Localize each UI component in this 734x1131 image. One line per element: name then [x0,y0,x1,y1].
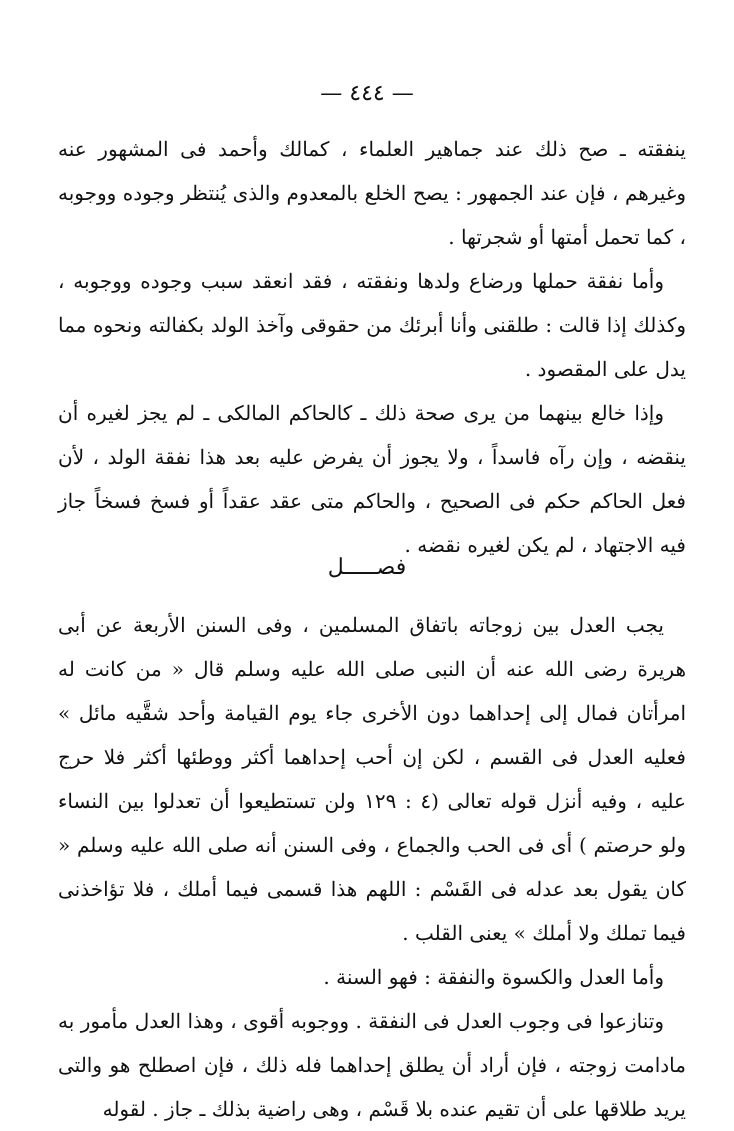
section-two-text [58,603,686,1131]
paragraph-hakim-ruling: وإذا خالع بينهما من يرى صحة ذلك ـ كالحاكم المالكى ـ لم يجز لغيره أن ينقضه ، وإن رآه فاسداً ، ولا يجوز أن يفرض عليه بعد هذا نفقة الولد ، لأن فعل الحاكم حكم فى الصحيح ، والحاكم متى عقد عقداً أو فسخ فسخاً جاز فيه الاجتهاد ، لم يكن لغيره نقضه . [58,401,686,557]
page-number: — ٤٤٤ — [320,81,414,106]
section-one-text [58,127,686,567]
section-heading: فصـــــل [327,555,407,580]
paragraph-kiswa-nafaqa: وأما العدل والكسوة والنفقة : فهو السنة . [323,965,664,989]
paragraph-khul-continuation: ينفقته ـ صح ذلك عند جماهير العلماء ، كمالك وأحمد فى المشهور عنه وغيرهم ، فإن عند الجمهور : يصح الخلع بالمعدوم والذى يُنتظر وجوده ووجوبه ، كما تحمل أمتها أو شجرتها . [58,137,686,249]
paragraph-nafaqa-haml: وأما نفقة حملها ورضاع ولدها ونفقته ، فقد انعقد سبب وجوده ووجوبه ، وكذلك إذا قالت : طلقنى وأنا أبرئك من حقوقى وآخذ الولد بكفالته ونحوه مما يدل على المقصود . [58,269,686,381]
paragraph-wujub-adl-nafaqa: وتنازعوا فى وجوب العدل فى النفقة . ووجوبه أقوى ، وهذا العدل مأمور به مادامت زوجته ، فإن أراد أن يطلق إحداهما فله ذلك ، فإن اصطلح هو والتى يريد طلاقها على أن تقيم عنده بلا قَسْم ، وهى راضية بذلك ـ جاز . لقوله [58,1009,686,1121]
paragraph-adl-bayna-zawjat: يجب العدل بين زوجاته باتفاق المسلمين ، وفى السنن الأربعة عن أبى هريرة رضى الله عنه أن النبى صلى الله عليه وسلم قال « من كانت له امرأتان فمال إلى إحداهما دون الأخرى جاء يوم القيامة وأحد شقَّيه مائل » فعليه العدل فى القسم ، لكن إن أحب إحداهما أكثر ووطئها أكثر فلا حرج عليه ، وفيه أنزل قوله تعالى (٤ : ١٢٩ ولن تستطيعوا أن تعدلوا بين النساء ولو حرصتم ) أى فى الحب والجماع ، وفى السنن أنه صلى الله عليه وسلم « كان يقول بعد عدله فى القَسْم : اللهم هذا قسمى فيما أملك ، فلا تؤاخذنى فيما تملك ولا أملك » يعنى القلب . [58,613,686,945]
